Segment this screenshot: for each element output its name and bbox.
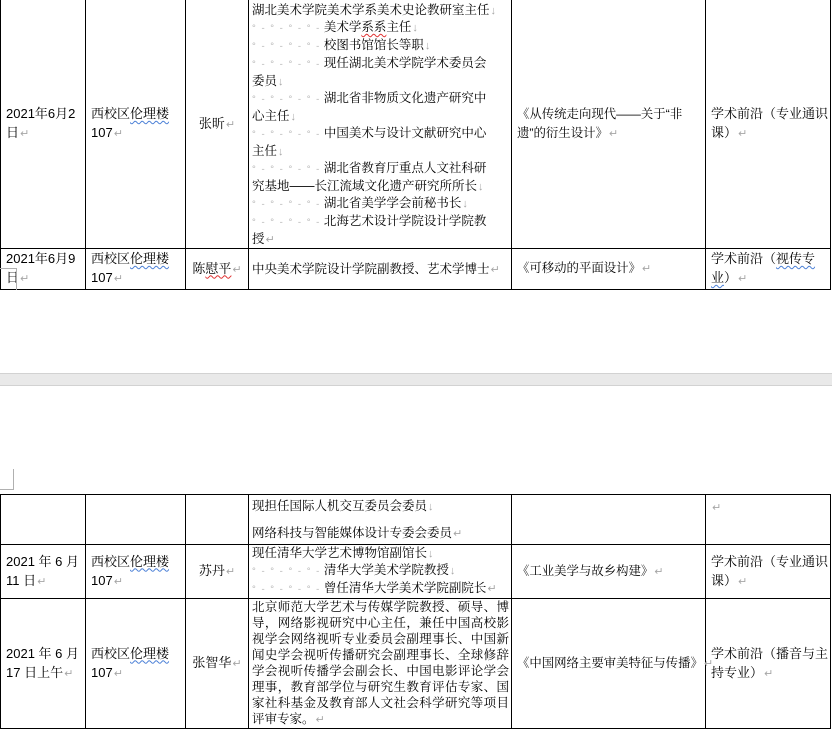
paragraph-mark: ↵ [608, 127, 619, 140]
text-run: 《工业美学与故乡构建》 [517, 563, 654, 578]
line-break-mark: ↓ [449, 565, 456, 577]
text-line [711, 644, 827, 663]
space-formatting-marks: ° - ° - ° - ° - [252, 23, 321, 34]
table-cell [706, 545, 831, 599]
spellcheck-flagged-text: 伦理楼 [130, 106, 170, 121]
text-line [517, 562, 703, 582]
table-cell [86, 599, 186, 729]
line-break-mark: ↓ [412, 22, 418, 34]
text-run: 遗”的衍生设计》 [517, 125, 608, 140]
spellcheck-flagged-text: 视传专 [776, 251, 816, 266]
text-line [252, 213, 509, 231]
paragraph-mark: ↵ [738, 575, 748, 588]
table-cell [249, 599, 512, 729]
space-formatting-marks: ° - ° - ° - ° - [252, 41, 321, 52]
text-line [252, 231, 509, 248]
text-line [711, 123, 827, 144]
text-line [91, 571, 183, 592]
text-line [252, 55, 509, 73]
text-line [252, 524, 509, 544]
text-run: 《从传统走向现代——关于“非 [517, 106, 683, 121]
paragraph-mark: ↵ [712, 502, 722, 514]
spellcheck-flagged-text: 系系 [361, 20, 387, 34]
text-line [252, 497, 509, 517]
table-cell [512, 249, 706, 290]
text-line [252, 545, 509, 562]
text-run: 中央美术学院设计学院副教授、艺术学博士 [252, 261, 490, 276]
paragraph-mark: ↵ [738, 273, 748, 285]
text-line [711, 497, 827, 518]
line-break-mark: ↓ [290, 111, 297, 123]
text-run: 17 日上午 [6, 664, 64, 680]
paragraph-mark: ↵ [738, 128, 748, 140]
text-line [188, 653, 246, 674]
text-run: 107 [91, 572, 113, 588]
text-run: 湖北省教育厅重点人文社科研 [323, 161, 487, 175]
paragraph-mark: ↵ [113, 128, 123, 140]
line-break-mark: ↓ [490, 5, 497, 17]
text-line [711, 249, 827, 268]
paragraph-mark: ↵ [113, 273, 123, 285]
text-run: 《中国网络主要审美特征与传播》 [517, 655, 703, 670]
table-cell [249, 249, 512, 290]
table-cell [86, 249, 186, 290]
space-formatting-marks: ° - ° - ° - ° - [252, 217, 321, 228]
space-formatting-marks: ° - ° - ° - ° - [252, 199, 321, 210]
table-cell [86, 0, 186, 249]
paragraph-mark: ↵ [225, 566, 236, 578]
paragraph-mark: ↵ [232, 263, 242, 276]
text-line [517, 259, 703, 279]
text-run: 学术前沿（播音与主 [711, 645, 829, 661]
paragraph-mark: ↵ [490, 263, 500, 276]
text-run: 委员 [252, 74, 278, 88]
text-run: 网络科技与智能媒体设计专委会委员 [252, 526, 453, 540]
text-line [252, 562, 509, 580]
text-line [252, 37, 509, 55]
text-line [711, 663, 827, 684]
text-run: 课） [711, 572, 738, 588]
table-row [1, 0, 831, 249]
text-run: 苏丹 [198, 563, 225, 578]
page-gap [0, 373, 832, 386]
text-run: 日 [6, 270, 20, 285]
text-run: 陈 [192, 260, 206, 276]
spellcheck-flagged-text: 伦理楼 [130, 553, 170, 569]
line-break-mark: ↓ [428, 548, 434, 560]
text-line [188, 114, 246, 135]
text-run: 中国美术与设计文献研究中心 [323, 126, 487, 140]
spellcheck-flagged-text: 伦理楼 [130, 251, 170, 266]
text-run: 张智华 [192, 655, 232, 670]
text-run: 持专业） [711, 664, 764, 680]
paragraph-mark: ↵ [487, 583, 497, 595]
text-run: 学术前沿（ [711, 251, 777, 266]
text-run: ） [724, 270, 738, 285]
text-line [91, 123, 183, 144]
space-formatting-marks: ° - ° - ° - ° - [252, 129, 321, 140]
paragraph-mark: ↵ [453, 528, 463, 540]
table-cell [249, 545, 512, 599]
line-break-mark: ↓ [278, 76, 284, 88]
text-line [91, 268, 183, 289]
text-run: 究基地——长江流域文化遗产研究所所长 [252, 179, 478, 193]
schedule-table-page2 [0, 494, 831, 729]
paragraph-mark: ↵ [764, 667, 774, 680]
text-run: 校图书馆馆长等职 [323, 38, 424, 52]
paragraph-mark: ↵ [641, 263, 652, 275]
table-cell [512, 0, 706, 249]
text-line [6, 104, 83, 123]
text-line [252, 2, 509, 19]
text-line [6, 268, 83, 289]
text-run: 2021年6月9 [6, 251, 76, 266]
table-row [1, 599, 831, 729]
text-run: 主任 [386, 20, 412, 34]
table-cell [706, 599, 831, 729]
text-line [91, 552, 183, 571]
table-cell [186, 0, 249, 249]
space-formatting-marks: ° - ° - ° - ° - [252, 94, 321, 105]
text-line [252, 19, 509, 37]
text-line [711, 552, 827, 571]
text-line [252, 90, 509, 108]
text-run: 《可移动的平面设计》 [517, 261, 641, 275]
paragraph-mark: ↵ [225, 118, 236, 131]
text-line [6, 249, 83, 268]
paragraph-mark: ↵ [265, 234, 275, 246]
text-run: 西校区 [91, 106, 131, 121]
text-line [517, 654, 714, 674]
text-line [711, 571, 827, 592]
text-line [91, 104, 183, 123]
paragraph-mark: ↵ [113, 575, 123, 588]
text-run: 课） [711, 125, 738, 140]
text-run: 西校区 [91, 251, 131, 266]
text-line [6, 552, 83, 571]
table-cell [512, 545, 706, 599]
schedule-table-page1 [0, 0, 831, 290]
text-run: 心主任 [252, 109, 290, 123]
text-line [6, 644, 83, 663]
text-run: 张昕 [198, 115, 225, 131]
text-run: 湖北省美学学会前秘书长 [323, 196, 462, 210]
text-run: 现任湖北美术学院学术委员会 [323, 56, 487, 70]
text-line [91, 663, 183, 684]
line-break-mark: ↓ [478, 181, 484, 193]
text-line [6, 663, 83, 684]
text-line [252, 599, 509, 728]
text-run: 北京师范大学艺术与传媒学院教授、硕导、博导，网络影视研究中心主任，兼任中国高校影视学会网络视听专业委员会副理事长、中国新闻史学会视听传播研究会副理事长、全球修辞学会视听传播学会副会长、中国电影评论学会理事，教育部学位与研究生教育评估专家、国家社科基金及教育部人文社会科学研究等项目评审专家。 [252, 600, 509, 726]
line-break-mark: ↓ [462, 198, 468, 210]
line-break-mark: ↓ [278, 146, 284, 158]
text-line [91, 644, 183, 663]
text-run: 2021年6月2 [6, 106, 76, 121]
text-line [252, 143, 509, 160]
table-cell [1, 545, 86, 599]
table-cell [86, 545, 186, 599]
table-cell [249, 495, 512, 545]
text-line [252, 178, 509, 195]
text-run: 107 [91, 664, 113, 680]
text-run: 2021 年 6 月 [6, 645, 79, 661]
text-line [188, 259, 246, 280]
text-run: 西校区 [91, 645, 131, 661]
text-line [252, 108, 509, 125]
spellcheck-flagged-text: 伦理楼 [130, 645, 170, 661]
space-formatting-marks: ° - ° - ° - ° - [252, 164, 321, 175]
paragraph-mark: ↵ [654, 565, 664, 578]
space-formatting-marks: ° - ° - ° - ° - [252, 584, 321, 595]
text-run: 107 [91, 270, 113, 285]
space-formatting-marks: ° - ° - ° - ° - [252, 59, 321, 70]
spellcheck-flagged-text: 业 [711, 270, 725, 285]
space-formatting-marks: ° - ° - ° - ° - [252, 566, 321, 577]
table-cell [706, 249, 831, 290]
text-line [252, 195, 509, 213]
text-run: 11 日 [6, 572, 37, 588]
table-cell [1, 495, 86, 545]
text-line [91, 249, 183, 268]
text-run: 湖北省非物质文化遗产研究中 [323, 91, 487, 105]
paragraph-mark: ↵ [315, 714, 325, 726]
paragraph-mark: ↵ [64, 667, 74, 680]
paragraph-mark: ↵ [20, 273, 30, 285]
table-cell [512, 495, 706, 545]
table-row [1, 545, 831, 599]
text-run: 2021 年 6 月 [6, 553, 79, 569]
table-cell [1, 0, 86, 249]
text-line [252, 160, 509, 178]
paragraph-mark: ↵ [37, 575, 47, 588]
text-line [188, 561, 246, 582]
text-line [252, 73, 509, 90]
text-boundary-mark [0, 268, 20, 290]
paragraph-mark: ↵ [703, 657, 714, 670]
table-cell [186, 495, 249, 545]
table-cell [186, 545, 249, 599]
text-run: 湖北美术学院美术学系美术史论教研室主任 [252, 3, 490, 17]
text-line [252, 580, 509, 598]
text-run: 清华大学美术学院教授 [323, 563, 449, 577]
text-line [517, 124, 703, 144]
text-run: 学术前沿（专业通识 [711, 106, 829, 121]
text-run: 107 [91, 125, 113, 140]
line-break-mark: ↓ [428, 501, 434, 513]
paragraph-mark: ↵ [113, 667, 123, 680]
table-cell [512, 599, 714, 729]
table-cell [1, 599, 86, 729]
text-line [711, 268, 827, 289]
text-boundary-mark [0, 469, 14, 490]
table-cell [706, 495, 831, 545]
text-run: 曾任清华大学美术学院副院长 [323, 581, 487, 595]
table-cell [86, 495, 186, 545]
spellcheck-flagged-text: 慰平 [205, 260, 232, 276]
text-run: 美术学 [323, 20, 362, 34]
text-run: 现任清华大学艺术博物馆副馆长 [252, 546, 428, 560]
table-cell [706, 0, 831, 249]
text-run: 日 [6, 125, 20, 140]
text-run: 学术前沿（专业通识 [711, 553, 829, 569]
text-line [6, 571, 83, 592]
text-run: 西校区 [91, 553, 131, 569]
table-cell [186, 249, 249, 290]
line-break-mark: ↓ [424, 40, 431, 52]
text-line [711, 104, 827, 123]
table-cell [249, 0, 512, 249]
text-run: 北海艺术设计学院设计学院教 [323, 214, 487, 228]
text-line [252, 125, 509, 143]
table-row [1, 249, 831, 290]
text-run: 主任 [252, 144, 278, 158]
table-cell [186, 599, 249, 729]
paragraph-mark: ↵ [20, 128, 30, 140]
text-line [252, 261, 509, 278]
text-run: 现担任国际人机交互委员会委员 [252, 499, 428, 513]
text-line [517, 105, 703, 124]
text-line [6, 123, 83, 144]
paragraph-mark: ↵ [232, 658, 242, 670]
text-run: 授 [252, 232, 265, 246]
table-row [1, 495, 831, 545]
